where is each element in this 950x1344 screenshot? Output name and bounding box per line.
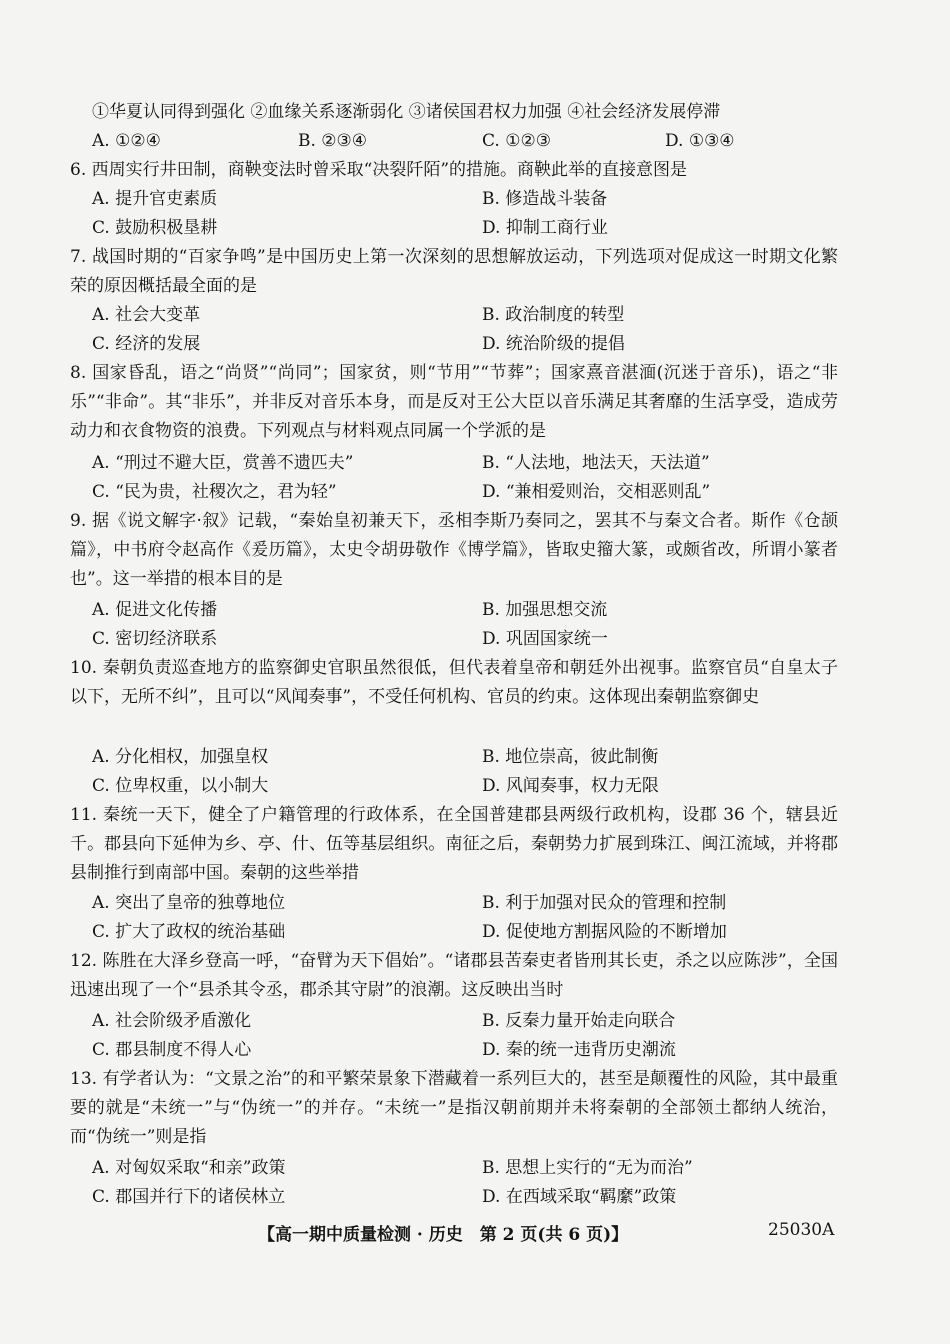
q9-option-d[interactable]: D. 巩固国家统一 [482, 629, 608, 649]
q9-option-b[interactable]: B. 加强思想交流 [482, 600, 608, 620]
q13-option-c[interactable]: C. 郡国并行下的诸侯林立 [92, 1187, 286, 1207]
q7-option-a[interactable]: A. 社会大变革 [92, 305, 201, 325]
q6-option-c[interactable]: C. 鼓励积极垦耕 [92, 218, 218, 238]
q9-option-c[interactable]: C. 密切经济联系 [92, 629, 218, 649]
q5-option-c[interactable]: C. ①②③ [482, 131, 551, 151]
q13-option-b[interactable]: B. 思想上实行的“无为而治” [482, 1158, 693, 1178]
q11-stem: 11. 秦统一天下，健全了户籍管理的行政体系，在全国普建郡县两级行政机构，设郡 36 个，辖县近千。郡县向下延伸为乡、亭、什、伍等基层组织。南征之后，秦朝势力扩展到珠江、闽江流域，并将郡县制推行到南部中国。秦朝的这些举措 [70, 805, 838, 883]
page-footer: 【高一期中质量检测 · 历史 第 2 页(共 6 页)】 [258, 1225, 629, 1245]
q7-stem: 7. 战国时期的“百家争鸣”是中国历史上第一次深刻的思想解放运动，下列选项对促成这一时期文化繁荣的原因概括最全面的是 [70, 247, 838, 296]
q5-option-d[interactable]: D. ①③④ [665, 131, 735, 151]
q12-option-d[interactable]: D. 秦的统一违背历史潮流 [482, 1040, 676, 1060]
q8-stem: 8. 国家昏乱，语之“尚贤”“尚同”；国家贫，则“节用”“节葬”；国家熹音湛湎(沉迷于音乐)，语之“非乐”“非命”。其“非乐”，并非反对音乐本身，而是反对王公大臣以音乐满足其奢靡的生活享受，造成劳动力和衣食物资的浪费。下列观点与材料观点同属一个学派的是 [70, 363, 838, 441]
q11-option-d[interactable]: D. 促使地方割据风险的不断增加 [482, 922, 727, 942]
q5-option-a[interactable]: A. ①②④ [92, 131, 161, 151]
q6-stem: 6. 西周实行井田制，商鞅变法时曾采取“决裂阡陌”的措施。商鞅此举的直接意图是 [70, 160, 688, 180]
paper-code: 25030A [768, 1220, 835, 1240]
q11-option-c[interactable]: C. 扩大了政权的统治基础 [92, 922, 286, 942]
q6-option-a[interactable]: A. 提升官吏素质 [92, 189, 218, 209]
q5-statements: ①华夏认同得到强化 ②血缘关系逐渐弱化 ③诸侯国君权力加强 ④社会经济发展停滞 [92, 102, 721, 122]
q8-option-d[interactable]: D. “兼相爱则治，交相恶则乱” [482, 482, 711, 502]
q10-stem: 10. 秦朝负责巡查地方的监察御史官职虽然很低，但代表着皇帝和朝廷外出视事。监察官员“自皇太子以下，无所不纠”，且可以“风闻奏事”，不受任何机构、官员的约束。这体现出秦朝监察御史 [70, 658, 838, 707]
q7-option-d[interactable]: D. 统治阶级的提倡 [482, 334, 625, 354]
q10-option-d[interactable]: D. 风闻奏事，权力无限 [482, 776, 659, 796]
q9-stem: 9. 据《说文解字·叙》记载，“秦始皇初兼天下，丞相李斯乃奏同之，罢其不与秦文合者。斯作《仓颉篇》，中书府令赵高作《爰历篇》，太史令胡毋敬作《博学篇》，皆取史籀大篆，或颇省改，所谓小篆者也”。这一举措的根本目的是 [70, 511, 838, 589]
q10-option-a[interactable]: A. 分化相权，加强皇权 [92, 747, 269, 767]
q6-option-b[interactable]: B. 修造战斗装备 [482, 189, 608, 209]
q11-option-a[interactable]: A. 突出了皇帝的独尊地位 [92, 893, 286, 913]
q6-option-d[interactable]: D. 抑制工商行业 [482, 218, 608, 238]
q8-option-b[interactable]: B. “人法地，地法天，天法道” [482, 453, 710, 473]
q13-stem: 13. 有学者认为：“文景之治”的和平繁荣景象下潜藏着一系列巨大的，甚至是颠覆性的风险，其中最重要的就是“未统一”与“伪统一”的并存。“未统一”是指汉朝前期并未将秦朝的全部领土都纳人统治，而“伪统一”则是指 [70, 1069, 838, 1147]
q9-option-a[interactable]: A. 促进文化传播 [92, 600, 218, 620]
q8-option-a[interactable]: A. “刑过不避大臣，赏善不遗匹夫” [92, 453, 354, 473]
q13-option-d[interactable]: D. 在西域采取“羁縻”政策 [482, 1187, 677, 1207]
q12-stem: 12. 陈胜在大泽乡登高一呼，“奋臂为天下倡始”。“诸郡县苦秦吏者皆刑其长吏，杀之以应陈涉”，全国迅速出现了一个“县杀其令丞，郡杀其守尉”的浪潮。这反映出当时 [70, 951, 838, 1000]
q12-option-c[interactable]: C. 郡县制度不得人心 [92, 1040, 252, 1060]
q5-option-b[interactable]: B. ②③④ [298, 131, 368, 151]
q7-option-b[interactable]: B. 政治制度的转型 [482, 305, 625, 325]
q7-option-c[interactable]: C. 经济的发展 [92, 334, 201, 354]
q12-option-a[interactable]: A. 社会阶级矛盾激化 [92, 1011, 252, 1031]
q13-option-a[interactable]: A. 对匈奴采取“和亲”政策 [92, 1158, 286, 1178]
q8-option-c[interactable]: C. “民为贵，社稷次之，君为轻” [92, 482, 337, 502]
q10-option-b[interactable]: B. 地位崇高，彼此制衡 [482, 747, 659, 767]
q11-option-b[interactable]: B. 利于加强对民众的管理和控制 [482, 893, 727, 913]
q12-option-b[interactable]: B. 反秦力量开始走向联合 [482, 1011, 676, 1031]
q10-option-c[interactable]: C. 位卑权重，以小制大 [92, 776, 269, 796]
